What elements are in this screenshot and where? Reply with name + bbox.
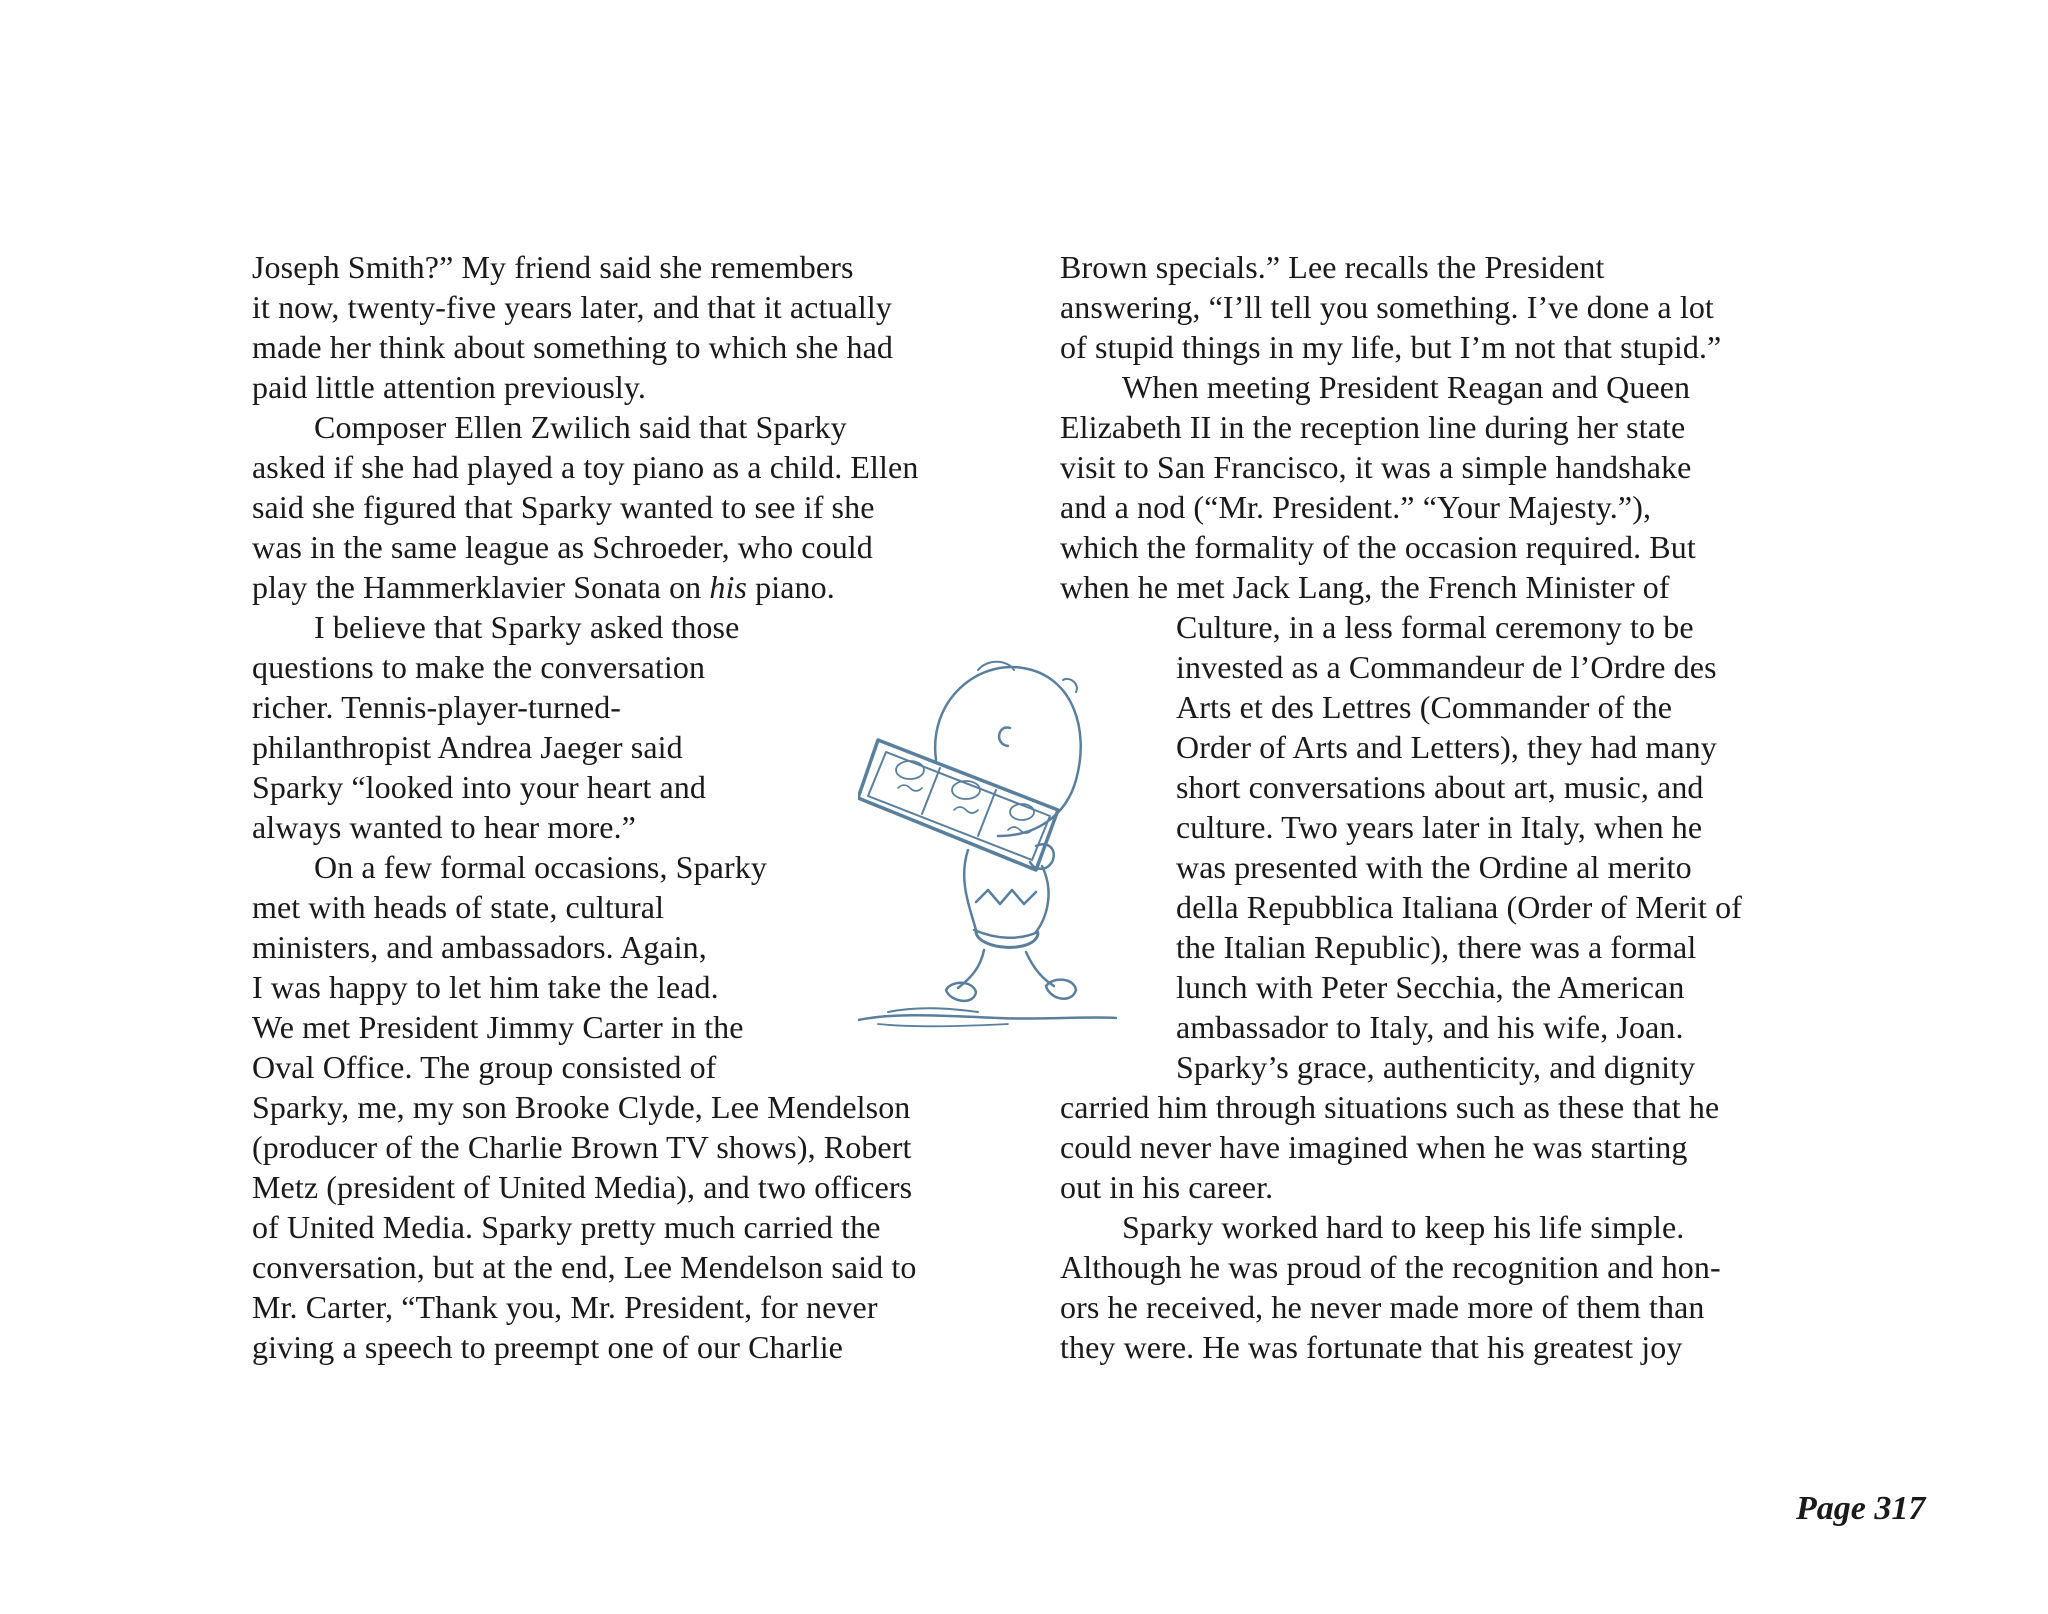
text-line: Brown specials.” Lee recalls the President [1060,249,1605,285]
text-line: conversation, but at the end, Lee Mendelson said to [252,1249,917,1285]
text-line: ors he received, he never made more of them than [1060,1289,1705,1325]
text-line: it now, twenty-five years later, and that it actually [252,289,892,325]
text-line: carried him through situations such as these that he [1060,1089,1720,1125]
text-line: Sparky’s grace, authenticity, and dignity [1176,1049,1696,1085]
text-line: made her think about something to which she had [252,329,894,365]
text-line: Culture, in a less formal ceremony to be [1176,609,1694,645]
text-line: I believe that Sparky asked those [314,609,740,645]
text-line: visit to San Francisco, it was a simple handshake [1060,449,1692,485]
text-line: When meeting President Reagan and Queen [1122,369,1691,405]
text-line: out in his career. [1060,1169,1274,1205]
text-line: We met President Jimmy Carter in the [252,1009,744,1045]
text-line: of stupid things in my life, but I’m not that stupid.” [1060,329,1722,365]
text-line: the Italian Republic), there was a formal [1176,929,1697,965]
text-line: Elizabeth II in the reception line during her state [1060,409,1686,445]
text-line: Sparky, me, my son Brooke Clyde, Lee Mendelson [252,1089,911,1125]
text-line: paid little attention previously. [252,369,647,405]
text-line: Joseph Smith?” My friend said she remembers [252,249,854,285]
text-line: was in the same league as Schroeder, who could [252,529,873,565]
text-line: and a nod (“Mr. President.” “Your Majesty.”), [1060,489,1652,525]
text-line: said she figured that Sparky wanted to see if she [252,489,875,525]
text-line: asked if she had played a toy piano as a child. Ellen [252,449,919,485]
text-line: ambassador to Italy, and his wife, Joan. [1176,1009,1684,1045]
text-line: della Repubblica Italiana (Order of Merit of [1176,889,1742,925]
text-line: philanthropist Andrea Jaeger said [252,729,683,765]
text-line: giving a speech to preempt one of our Charlie [252,1329,843,1365]
text-line: short conversations about art, music, and [1176,769,1704,805]
text-line: invested as a Commandeur de l’Ordre des [1176,649,1717,685]
text-line: On a few formal occasions, Sparky [314,849,767,885]
italic-line-text: play the Hammerklavier Sonata on his piano. [252,569,835,605]
text-line: questions to make the conversation [252,649,706,685]
text-line: ministers, and ambassadors. Again, [252,929,707,965]
text-line: was presented with the Ordine al merito [1176,849,1692,885]
text-line: they were. He was fortunate that his greatest joy [1060,1329,1683,1365]
text-line-with-italic [252,567,835,607]
text-line: Oval Office. The group consisted of [252,1049,717,1085]
text-line: when he met Jack Lang, the French Minister of [1060,569,1670,605]
text-line: which the formality of the occasion required. But [1060,529,1696,565]
text-line: Composer Ellen Zwilich said that Sparky [314,409,847,445]
charlie-brown-carrying-comic-strip-icon [858,640,1118,1040]
text-line: answering, “I’ll tell you something. I’ve done a lot [1060,289,1714,325]
text-line: culture. Two years later in Italy, when he [1176,809,1703,845]
text-line: Order of Arts and Letters), they had many [1176,729,1717,765]
text-line: I was happy to let him take the lead. [252,969,719,1005]
text-line: richer. Tennis-player-turned- [252,689,622,725]
page-number: Page 317 [1796,1490,1926,1527]
text-line: could never have imagined when he was starting [1060,1129,1688,1165]
text-line: lunch with Peter Secchia, the American [1176,969,1685,1005]
text-line: Mr. Carter, “Thank you, Mr. President, for never [252,1289,878,1325]
text-line: Sparky “looked into your heart and [252,769,706,805]
text-line: Although he was proud of the recognition and hon- [1060,1249,1721,1285]
text-line: always wanted to hear more.” [252,809,636,845]
italic-word: his [709,569,748,605]
text-line: met with heads of state, cultural [252,889,665,925]
text-line: Arts et des Lettres (Commander of the [1176,689,1672,725]
text-line: Sparky worked hard to keep his life simple. [1122,1209,1685,1245]
text-line: of United Media. Sparky pretty much carried the [252,1209,881,1245]
text-line: Metz (president of United Media), and two officers [252,1169,913,1205]
text-line: (producer of the Charlie Brown TV shows), Robert [252,1129,912,1165]
